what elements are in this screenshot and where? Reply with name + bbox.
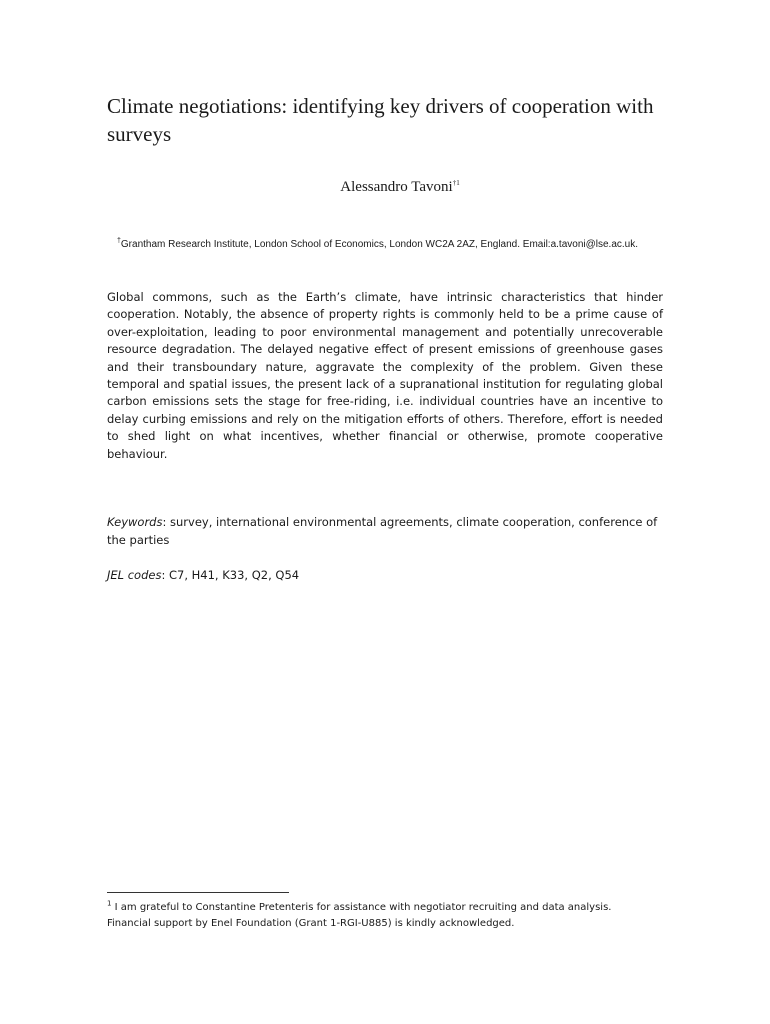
author-name: Alessandro Tavoni bbox=[340, 179, 453, 195]
author-line bbox=[0, 177, 770, 197]
keywords-label: Keywords bbox=[107, 515, 163, 529]
footnote-mark: 1 bbox=[107, 899, 112, 908]
affiliation-text: Grantham Research Institute, London School of Economics, London WC2A 2AZ, England. Email:a.tavoni@lse.ac.uk. bbox=[120, 239, 639, 250]
keywords bbox=[107, 514, 663, 549]
affiliation bbox=[117, 238, 737, 252]
footnote bbox=[107, 900, 667, 932]
abstract-text: Global commons, such as the Earth’s climate, have intrinsic characteristics that hinder cooperation. Notably, the absence of property rights is commonly held to be a prime cause of over-exploitation, leading to poor environmental management and potentially unrecoverable resource degradation. The delayed negative effect of present emissions of greenhouse gases and their transboundary nature, aggravate the complexity of the problem. Given these temporal and spatial issues, the present lack of a supranational institution for regulating global carbon emissions sets the stage for free-riding, i.e. individual countries have an incentive to delay curbing emissions and rely on the mitigation efforts of others. Therefore, effort is needed to shed light on what incentives, whether financial or otherwise, promote cooperative behaviour. bbox=[107, 290, 663, 461]
footnote-line-2: Financial support by Enel Foundation (Grant 1-RGI-U885) is kindly acknowledged. bbox=[107, 918, 515, 929]
footnote-divider bbox=[107, 892, 289, 893]
jel-text: : C7, H41, K33, Q2, Q54 bbox=[161, 568, 300, 582]
jel-label: JEL codes bbox=[107, 568, 162, 582]
affiliation-mark: † bbox=[117, 237, 121, 245]
paper-title: Climate negotiations: identifying key drivers of cooperation with surveys bbox=[107, 94, 654, 146]
jel-codes bbox=[107, 567, 663, 585]
footnote-line-1: I am grateful to Constantine Pretenteris for assistance with negotiator recruiting and data analysis. bbox=[111, 902, 612, 913]
keywords-text: : survey, international environmental agreements, climate cooperation, conference of the parties bbox=[107, 515, 658, 547]
author-footnote-marks: †1 bbox=[452, 179, 460, 187]
